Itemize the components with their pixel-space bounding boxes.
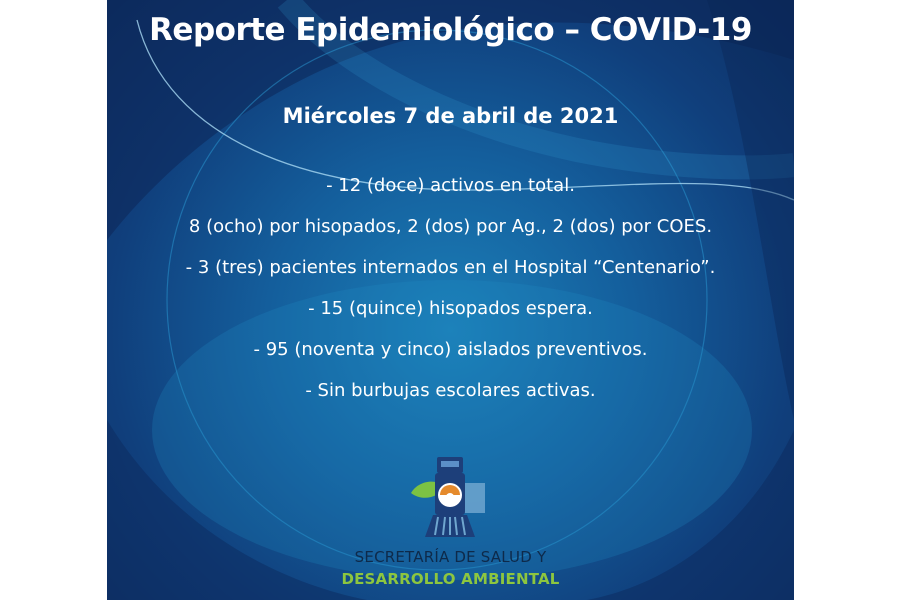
report-poster xyxy=(107,0,794,600)
report-items-list xyxy=(107,172,794,418)
report-item-hospitalized: - 3 (tres) pacientes internados en el Hospital “Centenario”. xyxy=(185,257,716,278)
report-item-swabs-pending: - 15 (quince) hisopados espera. xyxy=(308,298,593,319)
report-item-isolated: - 95 (noventa y cinco) aislados preventivos. xyxy=(253,339,648,360)
health-secretariat-logo-icon xyxy=(405,455,497,547)
report-item-breakdown: 8 (ocho) por hisopados, 2 (dos) por Ag., 2 (dos) por COES. xyxy=(188,216,713,237)
report-item-active-total: - 12 (doce) activos en total. xyxy=(326,175,575,196)
report-date: Miércoles 7 de abril de 2021 xyxy=(282,104,619,128)
report-title: Reporte Epidemiológico – COVID-19 xyxy=(149,12,752,48)
organization-name-line2: DESARROLLO AMBIENTAL xyxy=(341,570,560,588)
organization-name-line1: SECRETARÍA DE SALUD Y xyxy=(354,548,547,566)
report-item-school-bubbles: - Sin burbujas escolares activas. xyxy=(305,380,596,401)
